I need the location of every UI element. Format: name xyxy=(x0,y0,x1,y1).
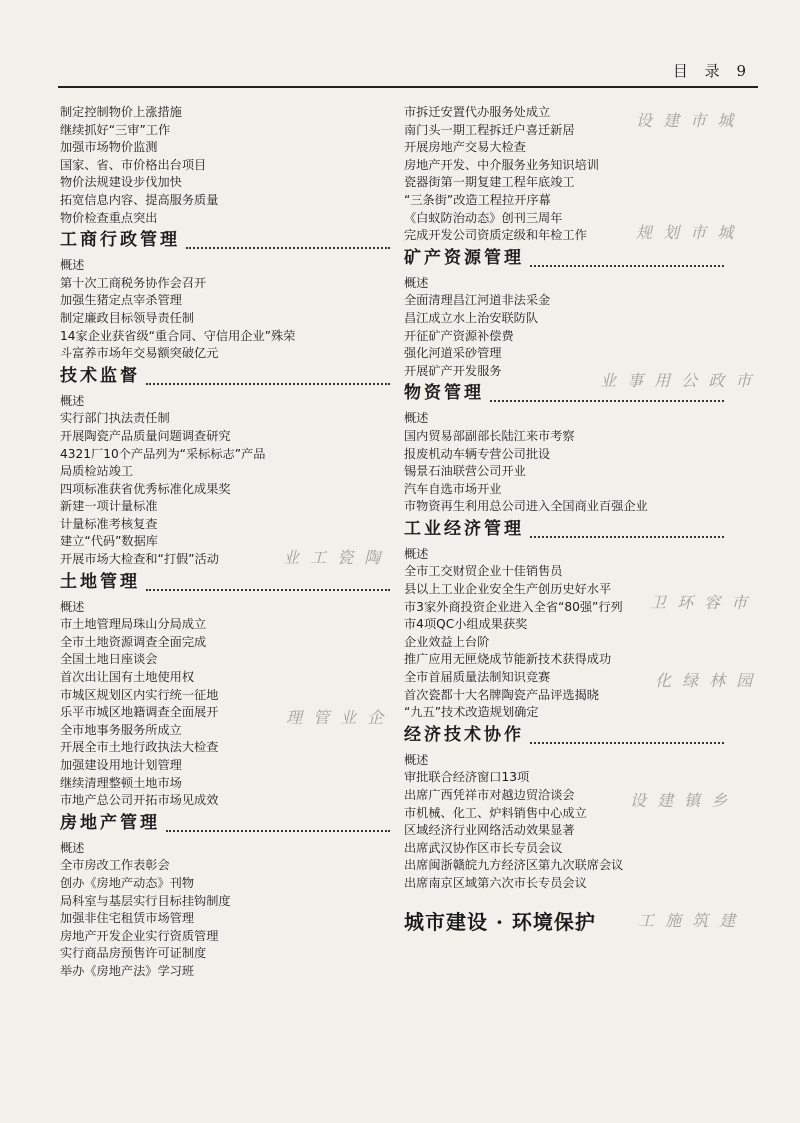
toc-entry: 出席广西凭祥市对越边贸洽谈会 xyxy=(404,788,575,802)
section-heading-text: 工商行政管理 xyxy=(60,230,180,251)
section-heading-text: 技术监督 xyxy=(60,365,140,386)
bleed-through-stamp: 卫 环 容 市 xyxy=(650,593,751,612)
toc-entry: 首次瓷都十大名牌陶瓷产品评选揭晓 xyxy=(404,687,599,702)
toc-entry: 继续清理整顿土地市场 xyxy=(60,775,182,790)
toc-entry: 物价检查重点突出 xyxy=(60,210,158,225)
toc-entry: 开展矿产开发服务 xyxy=(404,363,502,378)
toc-entry: 拓宽信息内容、提高服务质量 xyxy=(60,192,219,207)
section-heading xyxy=(404,380,724,410)
dotted-leader xyxy=(530,536,724,538)
toc-entry: 实行商品房预售许可证制度 xyxy=(60,946,207,961)
toc-entry: 出席闽浙赣皖九方经济区第九次联席会议 xyxy=(404,858,624,873)
bleed-through-stamp: 规 划 市 城 xyxy=(636,223,737,242)
section-heading-text: 经济技术协作 xyxy=(404,724,524,745)
section-heading xyxy=(404,245,724,275)
toc-entry: 全市房改工作表彰会 xyxy=(60,858,170,873)
toc-entry: 房地产开发、中介服务业务知识培训 xyxy=(404,157,599,172)
toc-entry: 举办《房地产法》学习班 xyxy=(60,963,195,978)
toc-entry: 市地产总公司开拓市场见成效 xyxy=(60,793,219,808)
toc-entry: 全市土地资源调查全面完成 xyxy=(60,634,207,649)
toc-entry: 市物资再生利用总公司进入全国商业百强企业 xyxy=(404,499,648,514)
toc-entry: 市土地管理局珠山分局成立 xyxy=(60,617,207,632)
section-heading-text: 矿产资源管理 xyxy=(404,247,524,268)
toc-entry: 开展房地产交易大检查 xyxy=(404,140,526,155)
toc-entry: 昌江成立水上治安联防队 xyxy=(404,310,539,325)
toc-entry: 全市首届质量法制知识竞赛 xyxy=(404,670,551,685)
toc-entry: 市3家外商投资企业进入全省“80强”行列 xyxy=(404,599,623,614)
toc-entry: 4321厂10个产品列为“采标标志”产品 xyxy=(60,446,266,461)
toc-entry: 计量标准考核复查 xyxy=(60,516,158,531)
toc-left-column xyxy=(60,104,390,981)
toc-entry: 县以上工业企业安全生产创历史好水平 xyxy=(404,582,612,597)
section-heading xyxy=(60,569,390,599)
toc-entry: 概述 xyxy=(60,599,85,614)
section-heading xyxy=(60,810,390,840)
toc-entry: 概述 xyxy=(404,411,429,426)
toc-entry: 概述 xyxy=(60,258,85,273)
toc-entry: 14家企业获省级“重合同、守信用企业”殊荣 xyxy=(60,328,296,343)
section-heading-text: 土地管理 xyxy=(60,571,140,592)
toc-entry: 市机械、化工、炉料销售中心成立 xyxy=(404,805,587,820)
toc-entry: 国内贸易部副部长陆江来市考察 xyxy=(404,428,575,443)
section-heading xyxy=(404,903,724,941)
toc-entry: 汽车自选市场开业 xyxy=(404,481,502,496)
toc-entry: 市拆迁安置代办服务处成立 xyxy=(404,105,551,119)
toc-entry: 概述 xyxy=(60,840,85,855)
toc-entry: 全面清理昌江河道非法采金 xyxy=(404,293,551,308)
toc-entry: 创办《房地产动态》刊物 xyxy=(60,875,195,890)
toc-entry: 加强非住宅租赁市场管理 xyxy=(60,911,195,926)
toc-entry: 国家、省、市价格出台项目 xyxy=(60,157,207,172)
toc-entry: 全市地事务服务所成立 xyxy=(60,722,182,737)
page-header: 目 录 9 xyxy=(672,62,752,80)
toc-entry: “三条街”改造工程拉开序幕 xyxy=(404,192,551,207)
toc-entry: 概述 xyxy=(404,546,429,561)
toc-entry: 实行部门执法责任制 xyxy=(60,411,170,426)
toc-entry: 《白蚁防治动态》创刊三周年 xyxy=(404,210,563,225)
toc-entry: 锡景石油联营公司开业 xyxy=(404,464,526,479)
toc-entry: 审批联合经济窗口13项 xyxy=(404,770,530,785)
section-heading xyxy=(60,363,390,393)
toc-entry: 制定控制物价上涨措施 xyxy=(60,105,182,119)
toc-entry: 局质检站竣工 xyxy=(60,464,134,479)
bleed-through-stamp: 业 工 瓷 陶 xyxy=(283,548,384,567)
section-heading-text: 城市建设 · 环境保护 xyxy=(404,909,596,934)
toc-entry: 加强建设用地计划管理 xyxy=(60,758,182,772)
toc-entry: 南门头一期工程拆迁户喜迁新居 xyxy=(404,122,575,137)
dotted-leader xyxy=(490,400,724,402)
section-heading-text: 房地产管理 xyxy=(60,812,160,833)
section-heading-text: 物资管理 xyxy=(404,383,484,404)
toc-entry: “九五”技术改造规划确定 xyxy=(404,705,539,720)
toc-entry: 开展市场大检查和“打假”活动 xyxy=(60,552,219,567)
toc-entry: 完成开发公司资质定级和年检工作 xyxy=(404,228,587,243)
toc-entry: 开征矿产资源补偿费 xyxy=(404,328,514,343)
toc-entry: 强化河道采砂管理 xyxy=(404,346,502,361)
toc-entry: 瓷器街第一期复建工程年底竣工 xyxy=(404,175,575,190)
bleed-through-stamp: 工 施 筑 建 xyxy=(638,911,739,930)
toc-entry: 出席武汉协作区市长专员会议 xyxy=(404,840,563,855)
toc-entry: 全市工交财贸企业十佳销售员 xyxy=(404,564,563,579)
toc-entry: 物价法规建设步伐加快 xyxy=(60,175,182,190)
toc-entry: 第十次工商税务协作会召开 xyxy=(60,275,207,290)
bleed-through-stamp: 业 事 用 公 政 市 xyxy=(600,371,755,390)
toc-entry: 四项标准获省优秀标准化成果奖 xyxy=(60,481,231,496)
toc-entry: 报废机动车辆专营公司批设 xyxy=(404,446,551,461)
dotted-leader xyxy=(530,742,724,744)
section-heading xyxy=(60,227,390,257)
dotted-leader xyxy=(530,265,724,267)
toc-entry: 概述 xyxy=(404,275,429,290)
bleed-through-stamp: 化 绿 林 园 xyxy=(655,671,756,690)
header-rule xyxy=(58,86,758,88)
toc-entry: 局科室与基层实行目标挂钩制度 xyxy=(60,893,231,908)
dotted-leader xyxy=(146,589,390,591)
dotted-leader xyxy=(166,830,390,832)
bleed-through-stamp: 设 建 市 城 xyxy=(636,111,737,130)
toc-entry: 乐平市城区地籍调查全面展开 xyxy=(60,705,219,720)
toc-entry: 开展全市土地行政执法大检查 xyxy=(60,740,219,755)
toc-entry: 概述 xyxy=(404,752,429,767)
toc-entry: 房地产开发企业实行资质管理 xyxy=(60,928,219,943)
toc-entry: 市城区规划区内实行统一征地 xyxy=(60,687,219,702)
toc-entry: 斗富养市场年交易额突破亿元 xyxy=(60,346,219,361)
toc-entry: 企业效益上台阶 xyxy=(404,634,490,649)
toc-entry: 制定廉政目标领导责任制 xyxy=(60,310,195,325)
bleed-through-stamp: 设 建 镇 乡 xyxy=(630,791,731,810)
toc-entry: 推广应用无匣烧成节能新技术获得成功 xyxy=(404,652,612,667)
section-heading xyxy=(404,722,724,752)
toc-right-column xyxy=(404,104,724,941)
section-heading-text: 工业经济管理 xyxy=(404,518,524,539)
toc-entry: 加强生猪定点宰杀管理 xyxy=(60,293,182,308)
toc-entry: 建立“代码”数据库 xyxy=(60,534,158,549)
toc-entry: 出席南京区域第六次市长专员会议 xyxy=(404,875,587,890)
toc-entry: 加强市场物价监测 xyxy=(60,140,158,155)
dotted-leader xyxy=(186,247,390,249)
section-heading xyxy=(404,516,724,546)
toc-entry: 全国土地日座谈会 xyxy=(60,652,158,667)
toc-entry: 市4项QC小组成果获奖 xyxy=(404,617,528,632)
dotted-leader xyxy=(146,383,390,385)
toc-entry: 首次出让国有土地使用权 xyxy=(60,670,195,685)
toc-entry: 新建一项计量标准 xyxy=(60,499,158,514)
bleed-through-stamp: 理 管 业 企 xyxy=(286,708,387,727)
toc-entry: 开展陶瓷产品质量问题调查研究 xyxy=(60,428,231,443)
toc-entry: 概述 xyxy=(60,393,85,408)
toc-entry: 继续抓好“三审”工作 xyxy=(60,122,171,137)
toc-entry: 区域经济行业网络活动效果显著 xyxy=(404,823,575,838)
